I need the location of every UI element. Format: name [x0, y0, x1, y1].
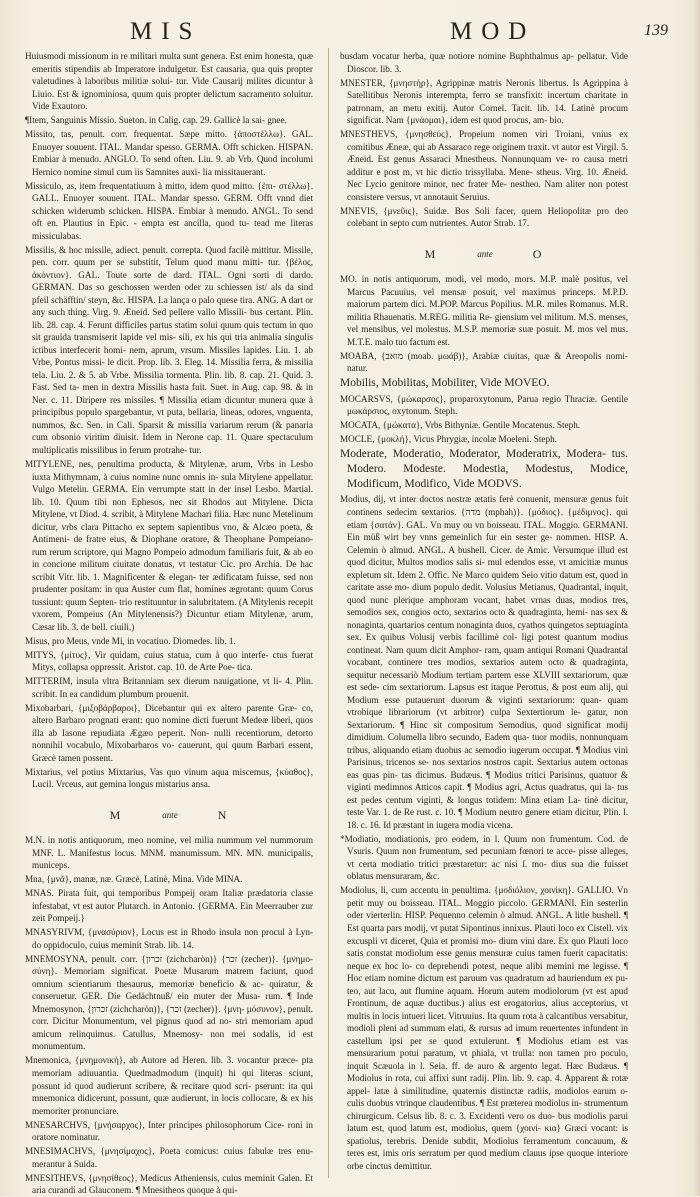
page-edge-shadow	[694, 0, 700, 1196]
dictionary-entry: MITTERIM, insula vltra Britanniam sex dierum nauigatione, vt li- 4. Plin. scribit. In ea candidum plumbum prouenit.	[25, 676, 313, 699]
dictionary-entry: Mixtarius, vel potius Mixtarius, Vas quo vinum aqua miscemus, {κύαθος}, Lucil. Vrceus, aut gemina longus mistarius ansa.	[25, 766, 313, 790]
left-entries-a	[25, 50, 313, 791]
section-letter-right: O	[532, 246, 544, 261]
dictionary-entry: MITYS, {μίτυς}, Vir quidam, cuius statua, cum à quo interfe- ctus fuerat Mitys, collapsa oppressit. Aristot. cap. 10. de Arte Poe- tica.	[25, 649, 313, 673]
dictionary-entry: MOCARSVS, {μώκαρσος}, proparoxytonum, Parua regio Thraciæ. Gentile μωκάρσιος, oxytonum. Steph.	[340, 393, 628, 417]
section-letter-right: N	[217, 807, 229, 822]
right-entries-b	[340, 273, 628, 375]
dictionary-entry: MNESIMACHVS, {μνησίμαχος}, Poeta comicus: cuius fabulæ tres enu- merantur à Suida.	[25, 1146, 313, 1169]
dictionary-entry: MO. in notis antiquorum, modi, vel modo, mors. M.P. malè positus, vel Marcus Pacuuius, vel mensæ posuit, vel maximus princeps. M.P.D. maiorum partem dici. M.POP. Marcus Popilius. M.R. miles Romanus. M.R. militia Rhauenatis. M.REG. militia Re- giensium vel militum. M.S. menses, vel mensibus, vel molestus. M.S.P. memoriæ suæ posuit. M. mos vel mus. M.T.E. malo tuo factum est.	[340, 274, 628, 347]
dictionary-entry: Mixobarbari, {μιξοβάρβαροι}, Dicebantur qui ex altero parente Græ- co, altero Barbaro prognati erant: quo nomine dicti fuerunt Medeæ liberi, quos illa ab Iasone repudiata Ægæo peperit. Non- nulli recentiorum, detorto nonnihil vocabulo, Mixobarbaros vo- cauerunt, qui quum Barbari essent, Græcè tamen possent.	[25, 702, 313, 763]
header-left-word: MIS	[130, 18, 202, 45]
running-header	[50, 14, 670, 44]
right-entries-a	[340, 50, 628, 230]
dictionary-entry: Missito, tas, penult. corr. frequentat. Sæpe mitto. {ἀποστέλλω}. GAL. Enuoyer souuent. ITAL. Mandar spesso. GERMA. Offt schicken. HISPAN. Embiar à menudo. ANGLO. To send often. Liu. 9. ab Vrb. Quod incolumi Hernico nomine simul cum iis Samnites auxi- lia missitauerant.	[25, 129, 313, 177]
dictionary-entry: MOABA, {מואב (moab. μωάβ)}, Arabiæ ciuitas, quæ & Areopolis nomi- natur.	[340, 350, 628, 374]
left-column	[25, 50, 313, 1196]
column-divider	[328, 48, 329, 1178]
dictionary-entry: Modiolus, li, cum accentu in penultima. {μοδιόλιον, χοινίκη}. GALLIO. Vn petit muy ou boisseau. ITAL. Moggio piccolo. GERMANI. Ein sesterlin oder vierterlin. HISP. Pequenno celemin ò almud. ANGL. A litle bushell. ¶ Est quarta pars modij, vt putat Sipontinus innixus. Plauti loco ex Cistell. vix excuspli vt diceret, Quia et promisi mo- dium vini dare. Ex quo Plauti loco satis constat modiolum esse genus mensuræ cuius tamen fuerit capacitatis: neque ex hoc lo- co deprehendi potest, neque alibi memini me legisse. ¶ Hoc etiam nomine dictum est paruum vas quadratum ad hauriendum ex pu- teo, aut lacu, aut flumine aquam. Horum autem modiolorum (vt est apud Frontinum, de aquæ ductibus.) alius est erogatorius, alius acceptorius, vt multis in locis intueri licet. Vitruuius. Ita quum rota à calcantibus versabitur, modioli pleni ad summum elati, & rursus ad imum reuertentes infundent in castellum ipsi per se quod extulerunt. ¶ Modiolus etiam est vas mensurarium potui paratum, vt phiala, vt trulla: non tamen pro poculo, inquit Scæuola in l. Seia. ff. de auro & argento legat. Hæc Budæus. ¶ Modiolus in rota, cui affixi sunt radij. Plin. lib. 9. cap. 4. Apparent & rotæ appel- latæ à similitudine, quaternis distinctæ radiis, modiolos earum o- culis duobus vtrinque claudentibus. ¶ Est præterea modiolus in- strumentum chirurgicum. Celsus lib. 8. c. 3. Excidenti vero os duo- bus modiolis parui latum est, quod latum est, modiolus, quem {χοινί- κια} Græci vocant: is spatiolus, terebris. Denide subdit, Modiolus ferramentum concauum, & teres est, imis oris serratum per quod medium clauus ipse quoque interiore orbe cinctus demittitur.	[340, 885, 628, 1171]
right-entries-d	[340, 493, 628, 1172]
dictionary-entry: ¶Item, Sanguinis Missio. Sueton. in Calig. cap. 29. Gallicè la sai- gnee.	[25, 115, 287, 126]
dictionary-entry: Missiculo, as, item frequentatiuum à mitto, idem quod mitto. {ἐπι- στέλλω}. GALL. Enuoyer souuent. ITAL. Mandar spesso. GERM. Offt vnnd diet schicken widerumb schicken. HISPA. Embiar à menudo. ANGL. To send oft en. Plautius in Epic. - empta est ancilla, quod tu- tead me literas missiculabas.	[25, 180, 313, 241]
dictionary-entry: busdam vocatur herba, quæ notiore nomine Buphthalmus ap- pellatur. Vide Dioscor. lib. 3.	[340, 51, 628, 74]
section-letter-left: M	[109, 807, 123, 822]
dictionary-entry: M.N. in notis antiquorum, meo nomine, vel milia nummum vel nummorum MNF. L. Manifestus locus. MNM. manumissum. MN. MN. municipalis, municeps.	[25, 835, 313, 871]
section-ante: ante	[162, 809, 178, 820]
dictionary-entry: MNESTER, {μνηστήρ}, Agrippinæ matris Neronis libertus. Is Agrippina à Satellitibus Neronis interempta, ferro se transfixit: incertum charitate in patronam, an metu exitij. Autor Cornel. Tacit. lib. 14. Latinè procum significat. Nam {μνάομαι}, idem est quod procus, am- bio.	[340, 77, 628, 126]
dictionary-entry: Huiusmodi missionum in re militari multa sunt genera. Est enim honesta, quæ emeritis stipendiis ab Imperatore indulgetur. Est causaria, qua quis propter valetudines à laboribus militiæ solui- tur. Vide Causarij milites dicuntur à Liuio. Est & ignominiosa, quum quis propter delictum sacramento soluitur. Vide Exautoro.	[25, 51, 313, 112]
dictionary-entry: MNESITHEVS, {μνησίθεος}, Medicus Atheniensis, cuius meminit Galen. Et aria curandi ad Glauconem. ¶ Mnesitheos quoque à qui-	[25, 1172, 313, 1196]
right-entries-c	[340, 393, 628, 446]
dictionary-entry: MNASYRIVM, {μνασύριον}, Locus est in Rhodo insula non procul à Lyn- do oppidoculo, cuius meminit Strab. lib. 14.	[25, 927, 313, 950]
section-letter-left: M	[424, 246, 438, 261]
large-entry-line: Moderate, Moderatio, Moderator, Moderatrix, Modera- tus. Modero. Modeste. Modestia, Modestus, Modice, Modificum, Modifico, Vide MODVS.	[340, 448, 628, 491]
section-ante: ante	[477, 248, 493, 259]
dictionary-entry: MITYLENE, nes, penultima producta, & Mitylenæ, arum, Vrbs in Lesbo iuxta Mithymnam, à cuius nomine nunc omnis in- sula Mitylene appellatur. Vulgo Metelin. GERMA. Ein verrumpte statt in der insel Lesbo. Martial. lib. 10. Quum tibi non Ephesos, nec sit Rhodos aut Mitylene. Dicta Mitylene, vt Diod. 4. scribit, à Mitylene Machari filia. Hæc nunc Metelinum dicitur, vrbs clara Pittacho ex septem sapientibus vno, & Alcæo poeta, & Antimeni- de fratre eius, & Diophane oratore, & Theophane Pompeiano- rum rerum scriptore, qui Magno Pompeio admodum familiaris fuit, & ab eo in concione militum ciuitate donatus, vt testatur Cic. pro Archia. De hac scribit Vitr. lib. 1. Magnificenter & elegan- ter ædificatam fuisse, sed non prudenter positam: in qua Auster cum flat, homines ægrotant: quum Corus tussiunt: quum Septen- trio restituuntur in salubritatem. (A Mitylenis recepit vxorem, Pompeius (An Mitylenensis?) Dicuntur etiam Mitylenæ, arum, Cæsar lib. 3. de bell. ciuili.)	[25, 459, 313, 632]
header-right-word: MOD	[450, 18, 536, 45]
dictionary-entry: Modius, dij, vt inter doctos nostræ ætatis ferè conuenit, mensuræ genus fuit continens sedecim sextarios. {מדה (mphah)}. {μόδιος}. {μέδιμνος}. qui etiam {σατάν}. GAL. Vn muy ou vn boisseau. ITAL. Moggio. GERMANI. Ein müß wirt bey vnns gemeinlich fur ein sester ge- nommen. HISP. A. Celemin ò almud. ANGL. A bushell. Cicer. de Amic. Versumque illud est quod dicitur, Multos modios salis si- mul edendos esse, vt amicitiæ munus expletum sit. Idem 2. Offic. Ne Marco quidem Seio vitio datum est, quod in caritate asse mo- dium populo dedit. Volusius Metianus, Quadrantal, inquit, quod nunc plerique amphoram vocant, habet vrnas duas, modios tres, semodios sex, congios octo, sextarios octo & quadraginta, hemi- nas sex & nonaginta, quartarios centum nonaginta duos, cyathos quingetos septuaginta sex. Ex quibus Volusij verbis facillimè col- ligi potest quantum modius contineat. Nam quum dicit Amphor- ram, quam antiqui Romani Quadrantal vocabant, continere tres modios, sextarios autem octo & quadraginta, sequitur necessariò Modium tertiam partem esse XLVIII sextariorum, quæ est sede- cim sextariorum. Lapsus est itaque Perottus, & post eum alij, qui Modium esse putauerunt duorum & viginti sextariorum: quan- quam vtrobique librariorum (vt arbitror) culpa Sextertiorum le- gatur, non Sextariorum. ¶ Hinc sit compositum Semodius, quod significat modij dimidium. Columella libro secundo, Eadem qua- tuor modiis, nonnunquam tribus, aliquando etiam duobus ac semodio iugerum occupat. ¶ Modius vini Parisinus, tricenos se- nos sextarios nostros capit. Sextarius autem octonas eas quas pin- tas dicimus. Budæus. ¶ Modius tritici Parisinus, quatuor & viginti medimnos Atticos capit. ¶ Modius agri, Actus quadratus, qui la- tus est pedes centum viginti, & longus totidem: Mina etiam La- tinè dicitur, teste Var. 1. de Re rust. c. 10. ¶ Modium neutro genere etiam dicitur, Plin. l. 18. c. 16. Id præstant in iugera modia vicena.	[340, 494, 628, 830]
large-entry-line: Mobilis, Mobilitas, Mobiliter, Vide MOVEO.	[340, 377, 550, 390]
section-heading-mn	[25, 807, 313, 823]
dictionary-entry: MNESARCHVS, {μνήσαρχος}, Inter principes philosophorum Cice- roni in oratore nominatur.	[25, 1119, 313, 1143]
page-number: 139	[644, 22, 668, 39]
dictionary-entry: MNEMOSYNA, penult. corr. {זכרון (zichcharòn)} {זכר (zecher)}. {μνημο- σύνη}. Memoriam significat. Poetæ Musarum matrem faciunt, quod omnium scientiarum thesaurus, memoriæ beneficio & ac- quiratur, & conseruetur. GER. Die Gedächtnuß/ ein muter der Musa- rum. ¶ Inde Mnemosynon, {זכרון (zichcharòn)}, {זכר (zecher)}. {μνη- μόσυνον}, penult. corr. Dicitur Monumentum, vel pignus quod ad no- stri memoriam apud amicum relinquimus. Catullus, Mnemosy- non mei sodalis, id est monumentum.	[25, 953, 313, 1052]
dictionary-entry: Missilis, & hoc missile, adiect. penult. correpta. Quod facilè mittitur. Missile, pen. corr. quum per se substitit, Telum quod manu mitti- tur. {βέλος, ἀκόντιον}. GAL. Toute sorte de dard. ITAL. Ogni sorti di dardo. GERMAN. Das so geschossen werden oder zu schiessen ist/ als da sind pfeil schäfftin/ steyn, &c. HISPA. La lança o palo quese tira. ANG. A dart or any such thing. Virg. 9. Æneid. Sed pellere vallo Missili- bus certant. Plin. lib. 28. cap. 4. Ferunt difficiles partus statim solui quum quis tectum in quo sit grauida transmiserit lapide vel mis- sili, ex his qui tria animalia singulis ictibus interfecerit homi- nem, aprum, vrsum. Missiles lapides. Liu. 1. ab Vrbe, Pontus missi- le dicit. Prop. lib. 3. Eleg. 14. Missilia ferra, & missilia tela. Liu. 2. & 5. ab Vrbe. Missilia tormenta. Plin. lib. 8. cap. 21. Quid. 3. Fast. Sed ta- men in dextra Missilis hasta fuit. Suet. in Aug. cap. 98. & in Ner. c. 11. Diripere res missiles. ¶ Missilia etiam dicuntur munera quæ à principibus populo spargebantur, vt puta, bellaria, lineas, odores, vnguenta, nummos, &c. Sen. in Cali. Sparsit & missilia variarum rerum (& panaria cum obsonio viritim diuisit. Idem in Nerone cap. 11. Quare spectaculum multiplicatis missilibus in ferum protrahe- tur.	[25, 244, 313, 455]
dictionary-entry: Misus, pro Meus, vnde Mi, in vocatiuo. Diomedes. lib. 1.	[25, 635, 236, 646]
section-heading-mo	[340, 246, 628, 262]
dictionary-entry: MNESTHEVS, {μνησθεύς}, Propeium nomen viri Troiani, vnius ex comitibus Æneæ, qui ab Assaraco rege originem traxit. vt autor est Virgil. 5. Æneid. Est genus Assaraci Mnestheus. Nonnunquam ve- ro causa metri additur e post m, vt hic dictio trissyllaba. Mene- stheus. Virg. 10. Æneid. Nec Lycio genitore minor, nec frater Me- nestheo. Nam aliter non potest consistere versus, vt annotauit Seruius.	[340, 129, 628, 202]
dictionary-entry: MOCLE, {μοκλή}, Vicus Phrygiæ, incolæ Moeleni. Steph.	[340, 434, 557, 445]
dictionary-entry: MNAS. Pirata fuit, qui temporibus Pompeij oram Italiæ prædatoria classe infestabat, vt est autor Plutarch. in Antonio. {GERMA. Ein Meerrauber zur zeit Pompeij.}	[25, 888, 313, 924]
left-entries-b	[25, 834, 313, 1196]
dictionary-entry: Mna, {μνᾶ}, manæ, næ. Græcè, Latinè, Mina. Vide MINA.	[25, 874, 243, 885]
dictionary-entry: Mnemonica, {μνημονική}, ab Autore ad Heren. lib. 3. vocantur præce- pta memoriam adiuuantia. Quedmadmodum (inquit) hi qui literas sciunt, possunt id quod audierunt scribere, & recitare quod scri- pserunt: ita qui mnemonica didicerunt, possunt, quæ audierunt, in locis collocare, & ex his memoriter pronunciare.	[25, 1055, 313, 1116]
dictionary-entry: MNEVIS, {μνεῦις}, Suidæ. Bos Soli facer, quem Heliopolitæ pro deo colebant in septo cum nutrientes. Autor Strab. 17.	[340, 205, 628, 229]
dictionary-entry: MOCATA, {μώκατα}, Vrbs Bithyniæ. Gentile Mocatenus. Steph.	[340, 420, 581, 431]
dictionary-entry: *Modiatio, modiationis, pro eodem, in l. Quum non frumentum. Cod. de Vsuris. Quum non frumentum, sed pecuniam fœnori te acce- pisse alleges, vt certa modiatio tritici præstaretur: ac nisi ſ. mo- dius sua die fuisset oblatus mensuraram, &c.	[340, 833, 628, 882]
right-column	[340, 50, 628, 1180]
